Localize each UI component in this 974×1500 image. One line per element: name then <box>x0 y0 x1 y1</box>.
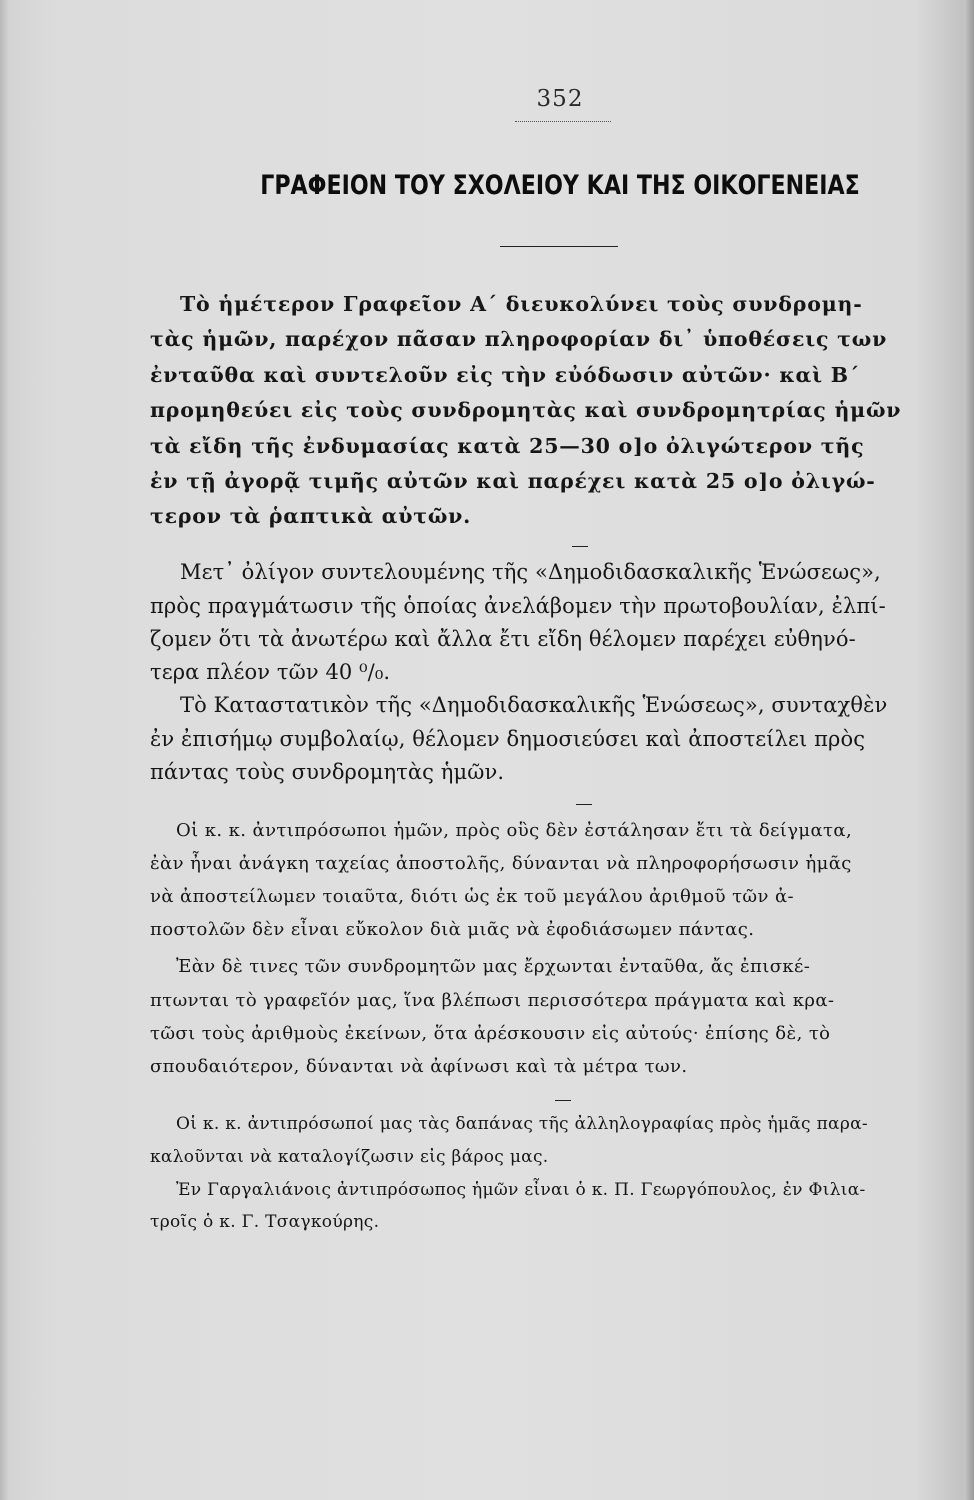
paragraph-line: τροῖς ὁ κ. Γ. Τσαγκούρης. <box>150 1212 380 1232</box>
paragraph-line: Μετ᾽ ὀλίγον συντελουμένης τῆς «Δημοδιδασκαλικῆς Ἑνώσεως», <box>180 560 881 584</box>
bold-line: ἐν τῇ ἀγορᾷ τιμῆς αὐτῶν καὶ παρέχει κατὰ 25 ο]ο ὀλιγώ- <box>150 469 876 493</box>
separator-dash <box>576 804 592 805</box>
bold-line: προμηθεύει εἰς τοὺς συνδρομητὰς καὶ συνδρομητρίας ἡμῶν <box>150 398 902 422</box>
paragraph-line: τῶσι τοὺς ἀριθμοὺς ἐκείνων, ὅτα ἀρέσκουσιν εἰς αὐτούς· ἐπίσης δὲ, τὸ <box>150 1023 831 1044</box>
paragraph-line: πτωνται τὸ γραφεῖόν μας, ἵνα βλέπωσι περισσότερα πράγματα καὶ κρα- <box>150 990 835 1011</box>
paragraph-line: ἐὰν ἦναι ἀνάγκη ταχείας ἀποστολῆς, δύνανται νὰ πληροφορήσωσιν ἡμᾶς <box>150 853 852 874</box>
separator-dash <box>572 546 588 547</box>
page-number-rule <box>515 121 611 122</box>
paragraph-line: Οἱ κ. κ. ἀντιπρόσωποι ἡμῶν, πρὸς οὓς δὲν ἐστάλησαν ἔτι τὰ δείγματα, <box>176 820 853 841</box>
paragraph-line: πρὸς πραγμάτωσιν τῆς ὁποίας ἀνελάβομεν τὴν πρωτοβουλίαν, ἐλπί- <box>150 594 886 618</box>
paragraph-line: Τὸ Καταστατικὸν τῆς «Δημοδιδασκαλικῆς Ἑνώσεως», συνταχθὲν <box>180 693 888 717</box>
paragraph-line: ποστολῶν δὲν εἶναι εὔκολον διὰ μιᾶς νὰ ἐφοδιάσωμεν πάντας. <box>150 919 755 940</box>
paragraph-line: σπουδαιότερον, δύνανται νὰ ἀφίνωσι καὶ τὰ μέτρα των. <box>150 1056 688 1077</box>
bold-line: τὰς ἡμῶν, παρέχον πᾶσαν πληροφορίαν δι᾽ ὑποθέσεις των <box>150 327 888 351</box>
paragraph-line: τερα πλέον τῶν 40 ⁰/₀. <box>150 660 391 684</box>
paragraph-line: πάντας τοὺς συνδρομητὰς ἡμῶν. <box>150 760 505 784</box>
bold-line: τερον τὰ ῥαπτικὰ αὐτῶν. <box>150 504 472 528</box>
paragraph-line: Ἐν Γαργαλιάνοις ἀντιπρόσωπος ἡμῶν εἶναι ὁ κ. Π. Γεωργόπουλος, ἐν Φιλια- <box>176 1180 866 1200</box>
paragraph-line: Ἐὰν δὲ τινες τῶν συνδρομητῶν μας ἔρχωνται ἐνταῦθα, ἄς ἐπισκέ- <box>176 956 811 977</box>
page-number: 352 <box>536 86 584 112</box>
heading-rule <box>500 246 618 247</box>
page-right-edge <box>964 0 974 1500</box>
paragraph-line: Οἱ κ. κ. ἀντιπρόσωποί μας τὰς δαπάνας τῆς ἀλληλογραφίας πρὸς ἡμᾶς παρα- <box>176 1114 868 1134</box>
section-heading: ΓΡΑΦΕΙΟΝ ΤΟΥ ΣΧΟΛΕΙΟΥ ΚΑΙ ΤΗΣ ΟΙΚΟΓΕΝΕΙΑΣ <box>260 170 860 201</box>
paragraph-line: καλοῦνται νὰ καταλογίζωσιν εἰς βάρος μας. <box>150 1147 549 1167</box>
page-left-edge <box>0 0 8 1500</box>
bold-line: Τὸ ἡμέτερον Γραφεῖον Α΄ διευκολύνει τοὺς συνδρομη- <box>180 292 863 316</box>
bold-line: τὰ εἴδη τῆς ἐνδυμασίας κατὰ 25—30 ο]ο ὀλιγώτερον τῆς <box>150 434 865 458</box>
paragraph-line: ζομεν ὅτι τὰ ἀνωτέρω καὶ ἄλλα ἔτι εἴδη θέλομεν παρέχει εὐθηνό- <box>150 627 856 651</box>
separator-dash <box>555 1100 571 1101</box>
bold-line: ἐνταῦθα καὶ συντελοῦν εἰς τὴν εὐόδωσιν αὐτῶν· καὶ Β΄ <box>150 363 860 387</box>
paragraph-line: νὰ ἀποστείλωμεν τοιαῦτα, διότι ὡς ἐκ τοῦ μεγάλου ἀριθμοῦ τῶν ἀ- <box>150 886 795 907</box>
paragraph-line: ἐν ἐπισήμῳ συμβολαίῳ, θέλομεν δημοσιεύσει καὶ ἀποστείλει πρὸς <box>150 727 866 751</box>
